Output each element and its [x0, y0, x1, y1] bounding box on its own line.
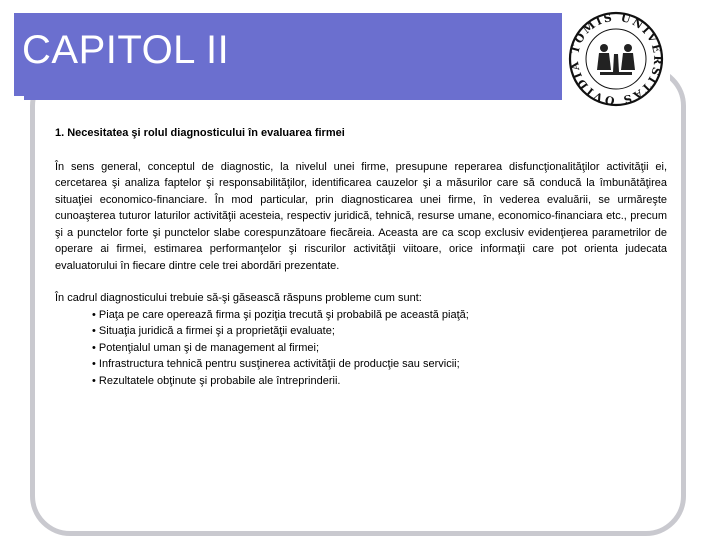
list-item: • Rezultatele obţinute şi probabile ale întreprinderii.	[92, 374, 341, 387]
paragraph-definition: În sens general, conceptul de diagnostic, la nivelul unei firme, presupune reperarea disfuncţionalităţilor activităţii ei, cercetarea şi analiza faptelor şi responsabilităţilor, identificarea cauzelor şi a măsurilor care să conducă la îmbunătăţirea situaţiei economico-financiare. În mod particular, prin diagnosticarea unei firme, în vederea evaluării, se urmăreşte cunoaşterea tuturor laturilor activităţii acesteia, respectiv juridică, tehnică, resurse umane, economico-financiara etc., precum şi a punctelor forte şi punctelor slabe corespunzătoare fiecăreia. Aceasta are ca scop exclusiv evidenţierea parametrilor de operare ai firmei, estimarea performanţelor şi riscurilor activităţii viitoare, orice informaţii care pot orienta judecata evaluatorului în fiecare dintre cele trei abordări prezentate.	[55, 160, 667, 272]
section-heading: 1. Necesitatea şi rolul diagnosticului în evaluarea firmei	[55, 127, 345, 139]
list-item: • Infrastructura tehnică pentru susţinerea activităţii de producţie sau servicii;	[92, 358, 460, 370]
list-item: • Piaţa pe care operează firma şi poziţia trecută şi probabilă pe această piaţă;	[92, 308, 469, 321]
paragraph-intro-list: În cadrul diagnosticului trebuie să-şi găsească răspuns probleme cum sunt:	[55, 292, 422, 304]
problems-list	[55, 307, 667, 390]
list-item: • Potenţialul uman şi de management al firmei;	[92, 341, 320, 354]
university-seal-icon	[562, 10, 670, 108]
list-item: • Situaţia juridică a firmei şi a proprietăţii evaluate;	[92, 325, 335, 337]
slide-content	[55, 125, 667, 389]
seal-text: TOMIS UNIVERSITAS OVIDIA	[567, 10, 665, 108]
slide-title: CAPITOL II	[22, 28, 230, 72]
